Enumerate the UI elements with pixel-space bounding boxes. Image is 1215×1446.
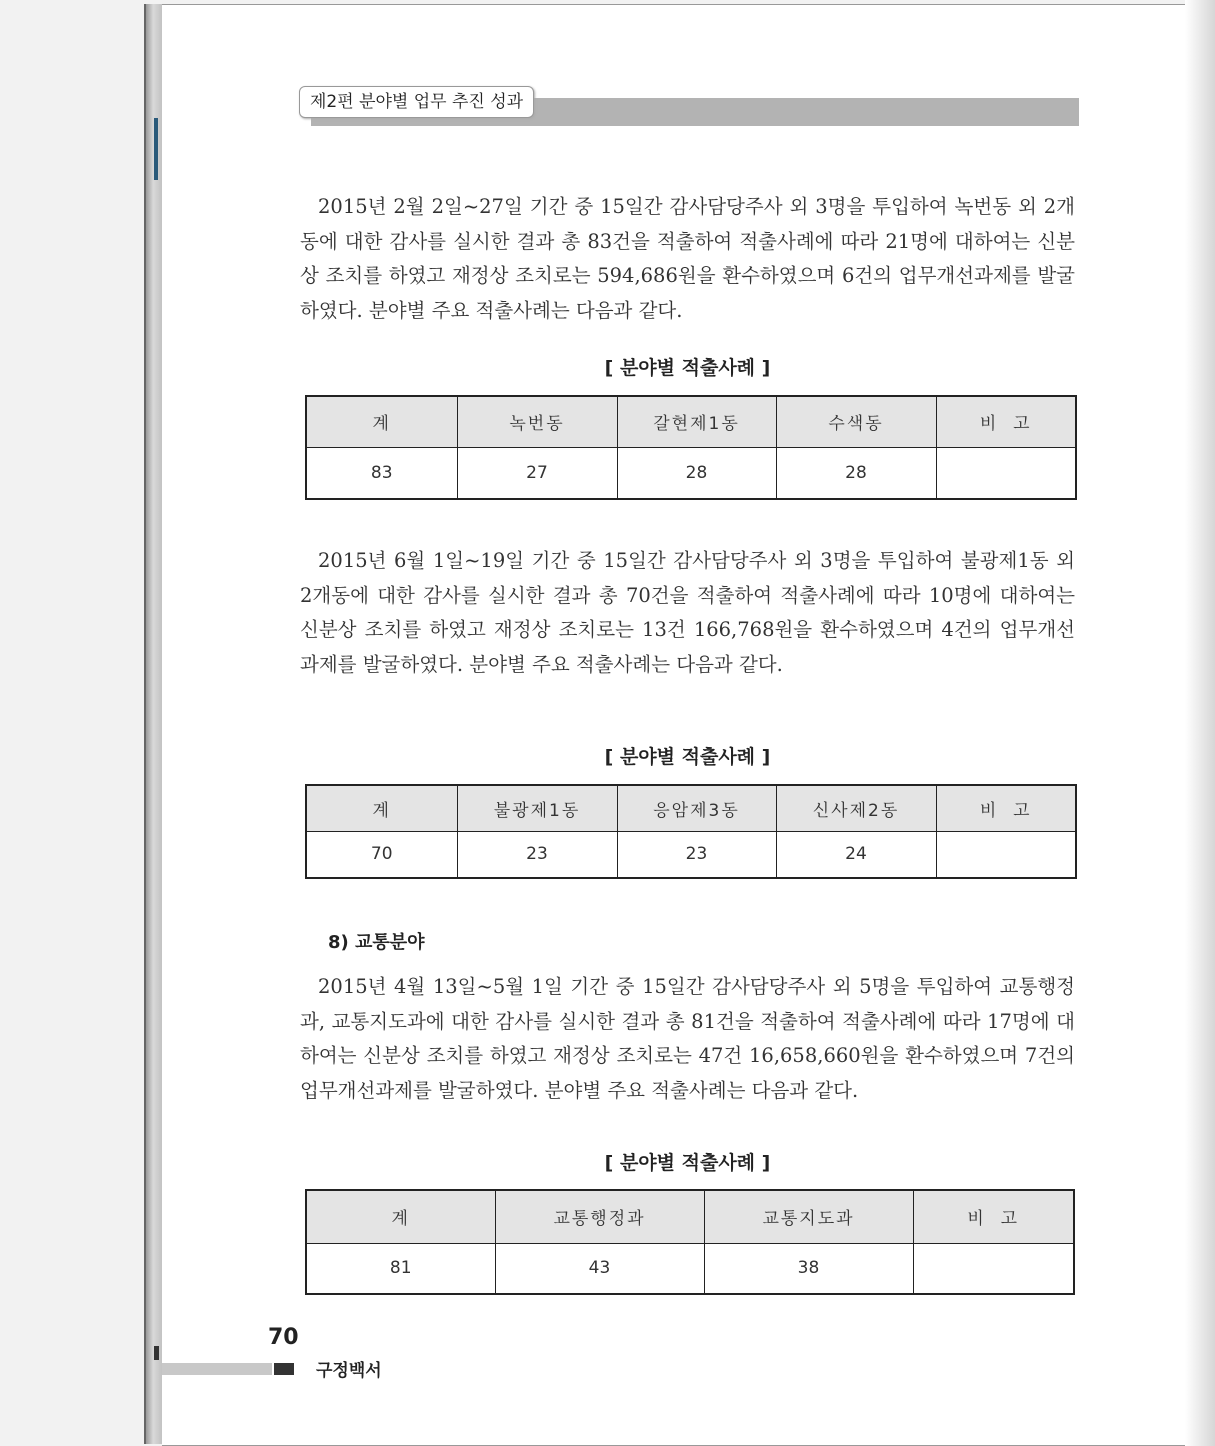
table-3-header-cell: 계	[306, 1190, 495, 1243]
table-1-header-cell: 계	[306, 396, 457, 447]
table-3-cell: 43	[495, 1243, 704, 1294]
table-1-cell: 83	[306, 447, 457, 499]
table-1-cell: 28	[617, 447, 776, 499]
table-2-cell: 23	[617, 831, 776, 878]
book-spine	[144, 4, 164, 1444]
table-2-cell: 23	[457, 831, 617, 878]
table-2-cell: 70	[306, 831, 457, 878]
table-3-header-row	[306, 1190, 1074, 1243]
paragraph-3-text: 2015년 4월 13일~5월 1일 기간 중 15일간 감사담당주사 외 5명을 투입하여 교통행정과, 교통지도과에 대한 감사를 실시한 결과 총 81건을 적출하여 적출사례에 따라 17명에 대하여는 신분상 조치를 하였고 재정상 조치로는 47건 16,658,660원을 환수하였으며 7건의 업무개선과제를 발굴하였다. 분야별 주요 적출사례는 다음과 같다.	[300, 975, 1075, 1102]
table-3-caption: [ 분야별 적출사례 ]	[604, 1152, 771, 1174]
table-3-header-cell: 교통행정과	[495, 1190, 704, 1243]
table-1-cell	[936, 447, 1076, 499]
paragraph-2	[300, 544, 1075, 682]
table-2-cell	[936, 831, 1076, 878]
table-2-header-cell: 불광제1동	[457, 785, 617, 831]
table-1-cell: 27	[457, 447, 617, 499]
table-1-data-row	[306, 447, 1076, 499]
table-1-header-cell: 갈현제1동	[617, 396, 776, 447]
paragraph-2-text: 2015년 6월 1일~19일 기간 중 15일간 감사담당주사 외 3명을 투입하여 불광제1동 외 2개동에 대한 감사를 실시한 결과 총 70건을 적출하여 적출사례에 따라 10명에 대하여는 신분상 조치를 하였고 재정상 조치로는 13건 166,768원을 환수하였으며 4건의 업무개선과제를 발굴하였다. 분야별 주요 적출사례는 다음과 같다.	[300, 549, 1075, 676]
paragraph-1	[300, 190, 1075, 328]
section-8-heading: 8) 교통분야	[328, 932, 425, 953]
book-title: 구정백서	[316, 1361, 382, 1381]
chapter-tab: 제2편 분야별 업무 추진 성과	[299, 86, 534, 118]
footer-bar	[162, 1363, 272, 1375]
table-1-caption: [ 분야별 적출사례 ]	[604, 357, 771, 379]
table-3-cell: 81	[306, 1243, 495, 1294]
table-1	[305, 395, 1077, 500]
table-2-header-row	[306, 785, 1076, 831]
spine-marker	[154, 1346, 159, 1360]
spine-bookmark	[154, 118, 158, 180]
table-1-header-cell: 수색동	[776, 396, 936, 447]
footer-square	[274, 1363, 294, 1375]
table-2-header-cell: 비 고	[936, 785, 1076, 831]
page-number: 70	[268, 1325, 299, 1350]
table-3-header-cell: 교통지도과	[704, 1190, 913, 1243]
table-3-cell: 38	[704, 1243, 913, 1294]
table-2-caption: [ 분야별 적출사례 ]	[604, 746, 771, 768]
table-1-header-row	[306, 396, 1076, 447]
table-1-header-cell: 녹번동	[457, 396, 617, 447]
table-1-header-cell: 비 고	[936, 396, 1076, 447]
table-2-cell: 24	[776, 831, 936, 878]
table-1-cell: 28	[776, 447, 936, 499]
paragraph-3	[300, 970, 1075, 1108]
table-2-header-cell: 응암제3동	[617, 785, 776, 831]
table-3-header-cell: 비 고	[913, 1190, 1074, 1243]
table-2-header-cell: 신사제2동	[776, 785, 936, 831]
table-3-data-row	[306, 1243, 1074, 1294]
paragraph-1-text: 2015년 2월 2일~27일 기간 중 15일간 감사담당주사 외 3명을 투입하여 녹번동 외 2개동에 대한 감사를 실시한 결과 총 83건을 적출하여 적출사례에 따라 21명에 대하여는 신분상 조치를 하였고 재정상 조치로는 594,686원을 환수하였으며 6건의 업무개선과제를 발굴하였다. 분야별 주요 적출사례는 다음과 같다.	[300, 195, 1075, 322]
table-2-header-cell: 계	[306, 785, 457, 831]
table-2-data-row	[306, 831, 1076, 878]
page-edge-shadow	[1185, 0, 1215, 1446]
table-2	[305, 784, 1077, 879]
table-3	[305, 1189, 1075, 1295]
table-3-cell	[913, 1243, 1074, 1294]
